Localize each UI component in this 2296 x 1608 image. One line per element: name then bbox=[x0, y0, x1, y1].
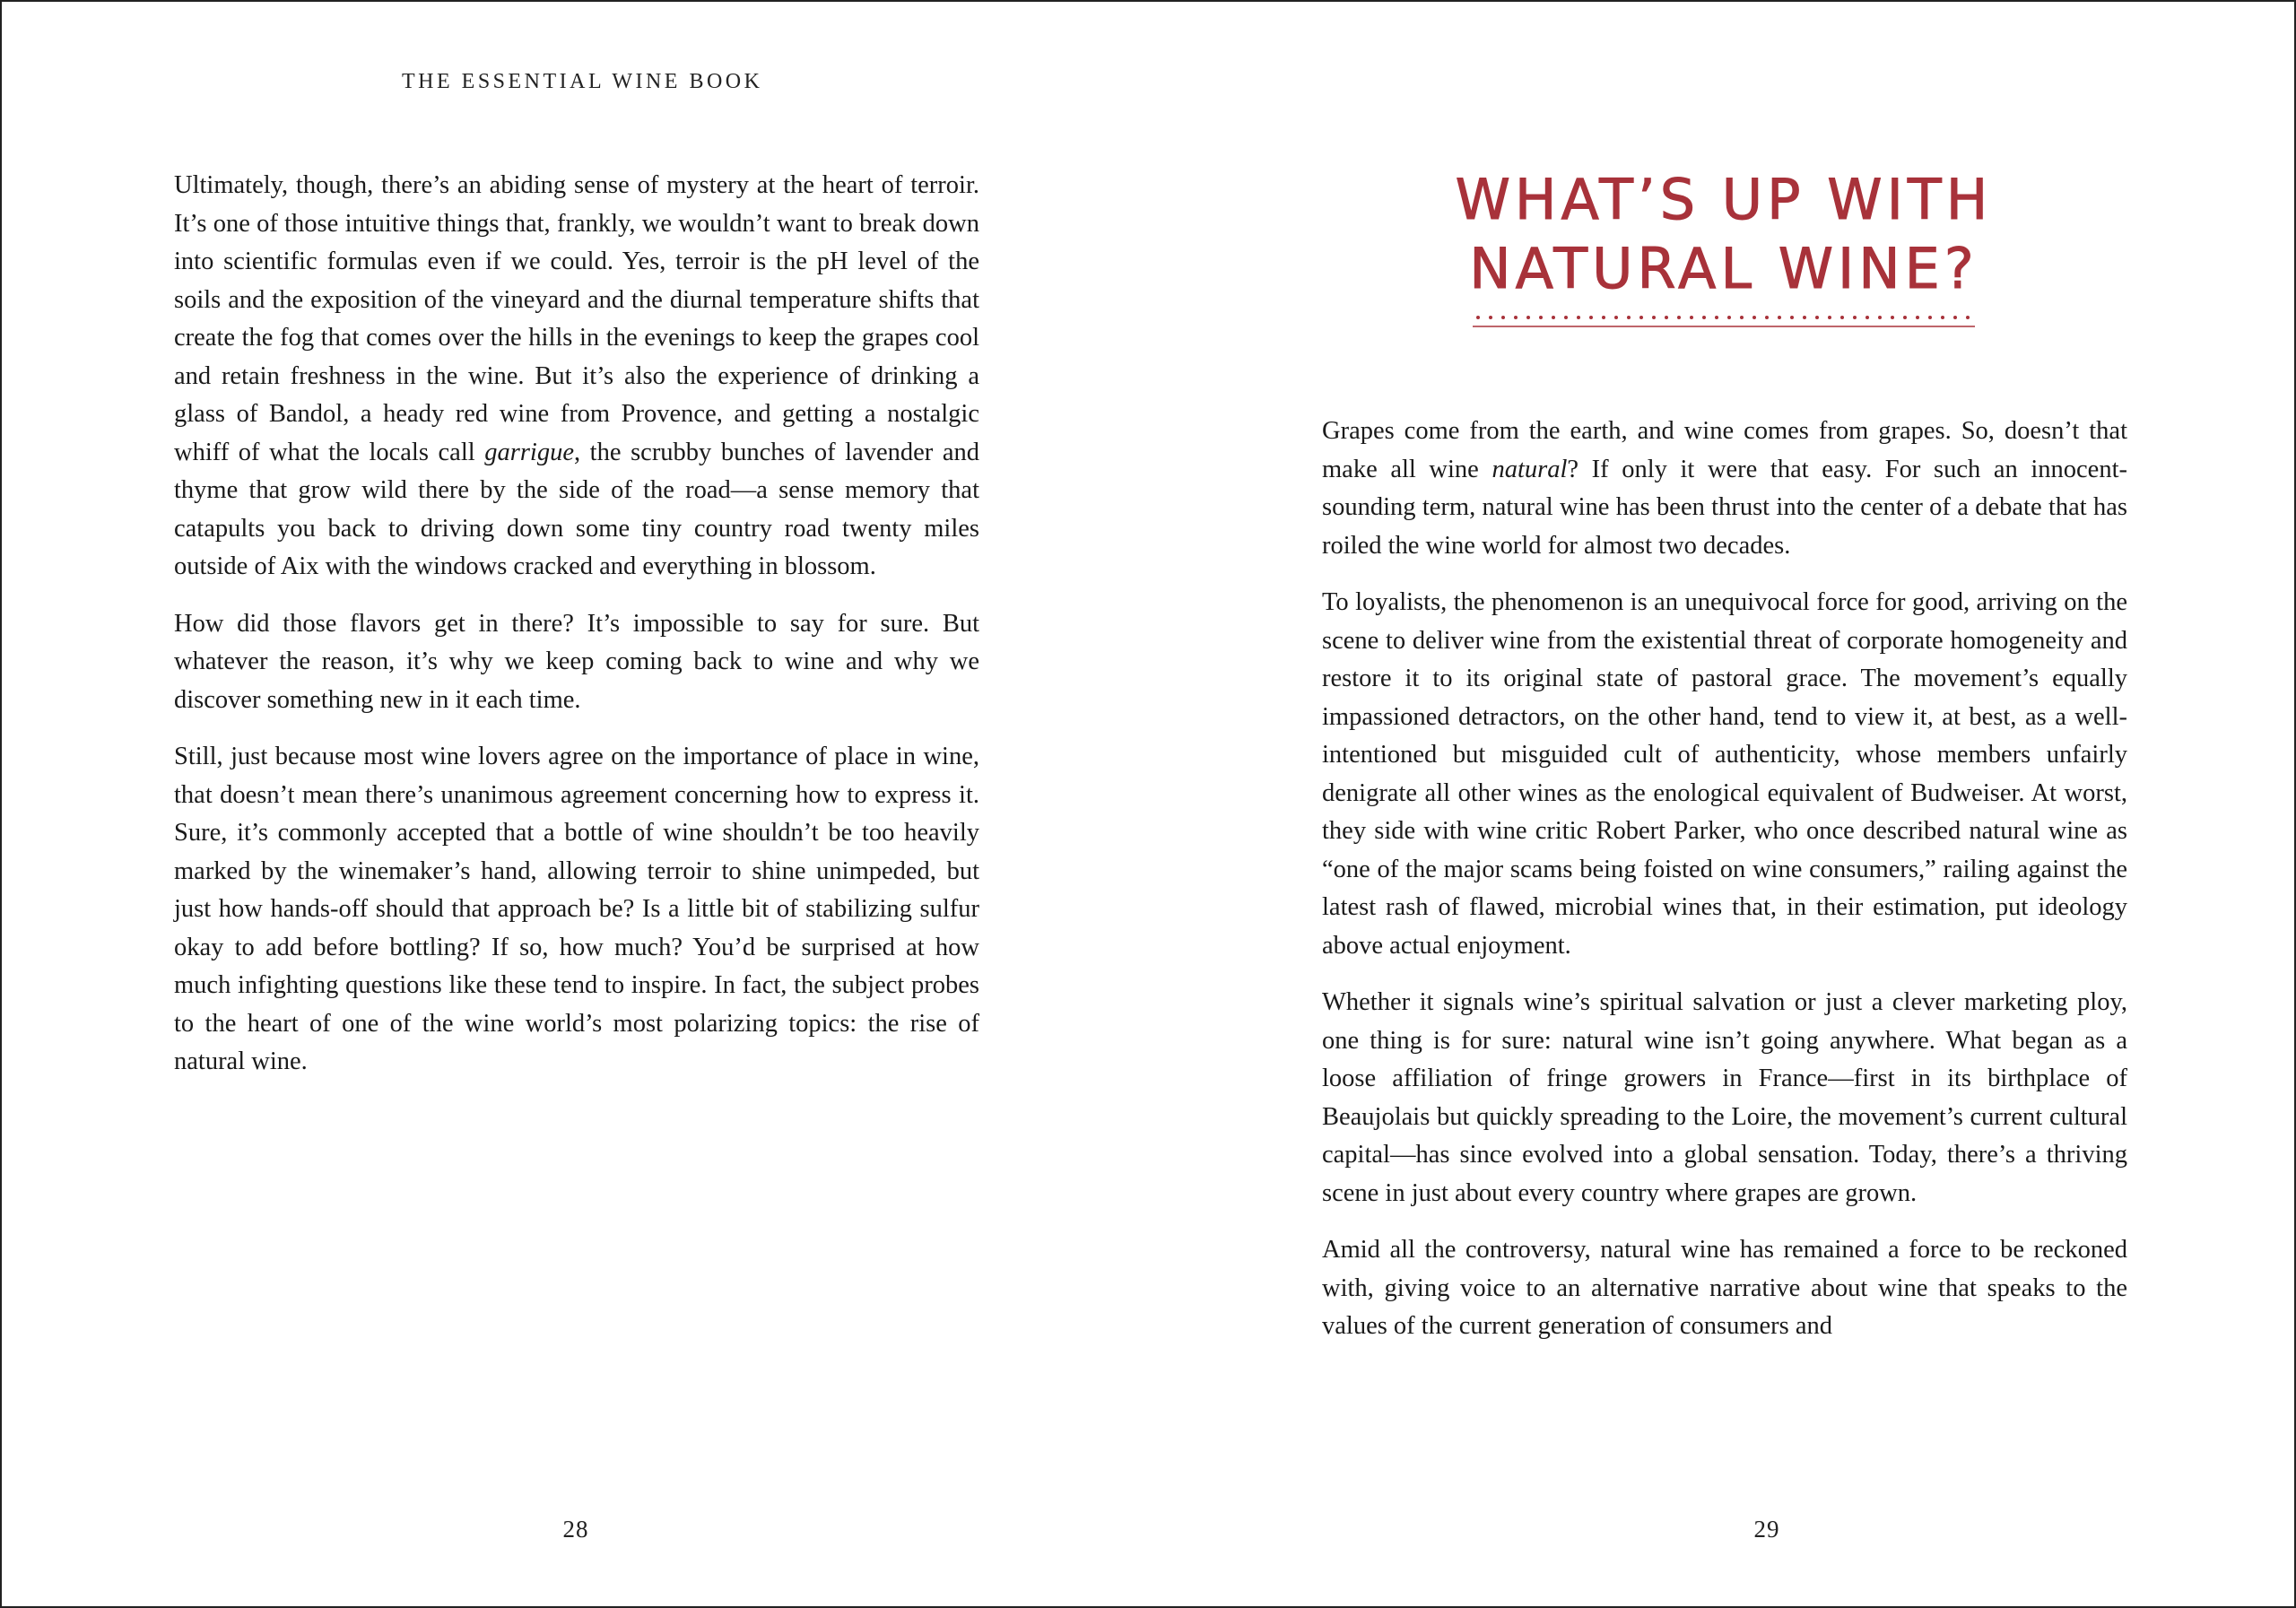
italic-term: garrigue bbox=[484, 438, 574, 466]
ornament-dot bbox=[1740, 316, 1744, 319]
italic-term: natural bbox=[1492, 455, 1568, 483]
page-number: 29 bbox=[1753, 1516, 1780, 1543]
ornament-dot bbox=[1526, 316, 1530, 319]
ornament-dot bbox=[1953, 316, 1957, 319]
ornament-dot bbox=[1577, 316, 1580, 319]
ornament-dot bbox=[1778, 316, 1781, 319]
ornament-dot bbox=[1853, 316, 1857, 319]
ornament-dot bbox=[1652, 316, 1656, 319]
ornament-dot bbox=[1702, 316, 1706, 319]
ornament-dot bbox=[1866, 316, 1869, 319]
dotted-rule-ornament bbox=[1473, 312, 1975, 330]
heading-line: WHAT’S UP WITH bbox=[1455, 167, 1993, 232]
ornament-dot bbox=[1690, 316, 1693, 319]
ornament-dot bbox=[1903, 316, 1907, 319]
running-head: THE ESSENTIAL WINE BOOK bbox=[402, 70, 763, 93]
ornament-dot bbox=[1614, 316, 1618, 319]
ornament-dot bbox=[1803, 316, 1806, 319]
page-number: 28 bbox=[562, 1516, 589, 1543]
paragraph: Whether it signals wine’s spiritual salvation or just a clever marketing ploy, one thing is for sure: natural wine isn’t going anywhere. What began as a loose affiliation of fringe growers in France—first in its birthplace of Beaujolais but quickly spreading to the Loire, the movement’s current cultural capital—has since evolved into a global sensation. Today, there’s a thriving scene in just about every country where grapes are grown. bbox=[1322, 988, 2127, 1207]
ornament-dot bbox=[1589, 316, 1593, 319]
ornament-dot bbox=[1941, 316, 1944, 319]
paragraph: Amid all the controversy, natural wine has remained a force to be reckoned with, giving voice to an alternative narrative about wine that speaks to the values of the current generation of consumers and bbox=[1322, 1236, 2127, 1340]
ornament-dot bbox=[1916, 316, 1919, 319]
ornament-dot bbox=[1677, 316, 1681, 319]
paragraph: To loyalists, the phenomenon is an unequivocal force for good, arriving on the scene to deliver wine from the existential threat of corporate homogeneity and restore it to its original state of pastoral grace. The movement’s equally impassioned detractors, on the other hand, tend to view it, at best, as a well-intentioned but misguided cult of authenticity, whose members unfairly denigrate all other wines as the enological equivalent of Budweiser. At worst, they side with wine critic Robert Parker, who once described natural wine as “one of the major scams being foisted on wine consumers,” railing against the latest rash of flawed, microbial wines that, in their estimation, put ideology above actual enjoyment. bbox=[1322, 588, 2127, 960]
ornament-dot bbox=[1752, 316, 1756, 319]
left-body-text bbox=[174, 167, 979, 1100]
ornament-dot bbox=[1815, 316, 1819, 319]
paragraph: Ultimately, though, there’s an abiding sense of mystery at the heart of terroir. It’s one of those intuitive things that, frankly, we wouldn’t want to break down into scientific formulas even if we could. Yes, terroir is the pH level of the soils and the exposition of the vineyard and the diurnal temperature shifts that create the fog that comes over the hills in the evenings to keep the grapes cool and retain freshness in the wine. But it’s also the experience of drinking a glass of Bandol, a heady red wine from Provence, and getting a nostalgic whiff of what the locals call garrigue, the scrubby bunches of lavender and thyme that grow wild there by the side of the road—a sense memory that catapults you back to driving down some tiny country road twenty miles outside of Aix with the windows cracked and everything in blossom. bbox=[174, 171, 979, 580]
ornament-dot bbox=[1966, 316, 1970, 319]
ornament-dot bbox=[1514, 316, 1518, 319]
ornament-dot bbox=[1878, 316, 1882, 319]
paragraph: Grapes come from the earth, and wine comes from grapes. So, doesn’t that make all wine natural? If only it were that easy. For such an innocent-sounding term, natural wine has been thrust into the center of a debate that has roiled the wine world for almost two decades. bbox=[1322, 417, 2127, 560]
ornament-dot bbox=[1891, 316, 1894, 319]
paragraph: Still, just because most wine lovers agree on the importance of place in wine, that doesn’t mean there’s unanimous agreement concerning how to express it. Sure, it’s commonly accepted that a bottle of wine shouldn’t be too heavily marked by the winemaker’s hand, allowing terroir to shine unimpeded, but just how hands-off should that approach be? Is a little bit of stabilizing sulfur okay to add before bottling? If so, how much? You’d be surprised at how much infighting questions like these tend to inspire. In fact, the subject probes to the heart of one of the wine world’s most polarizing topics: the rise of natural wine. bbox=[174, 743, 979, 1075]
ornament-dot bbox=[1828, 316, 1831, 319]
heading-line: NATURAL WINE? bbox=[1469, 236, 1979, 301]
ornament-dot bbox=[1639, 316, 1643, 319]
ornament-dot bbox=[1602, 316, 1605, 319]
ornament-dot bbox=[1928, 316, 1932, 319]
left-page bbox=[2, 2, 1150, 1606]
ornament-dot bbox=[1501, 316, 1505, 319]
right-body-text bbox=[1322, 413, 2127, 1365]
ornament-dot bbox=[1665, 316, 1668, 319]
ornament-dot bbox=[1765, 316, 1769, 319]
right-page bbox=[1150, 2, 2296, 1606]
ornament-dot bbox=[1715, 316, 1718, 319]
chapter-heading bbox=[1419, 165, 2029, 303]
ornament-dot bbox=[1489, 316, 1492, 319]
ornament-dot bbox=[1539, 316, 1543, 319]
ornament-dot bbox=[1476, 316, 1480, 319]
paragraph: How did those flavors get in there? It’s impossible to say for sure. But whatever the reason, it’s why we keep coming back to wine and why we discover something new in it each time. bbox=[174, 609, 979, 714]
ornament-dot bbox=[1840, 316, 1844, 319]
ornament-dot bbox=[1552, 316, 1555, 319]
ornament-dot bbox=[1727, 316, 1731, 319]
ornament-dot bbox=[1790, 316, 1794, 319]
ornament-dot bbox=[1564, 316, 1568, 319]
ornament-dot bbox=[1627, 316, 1631, 319]
